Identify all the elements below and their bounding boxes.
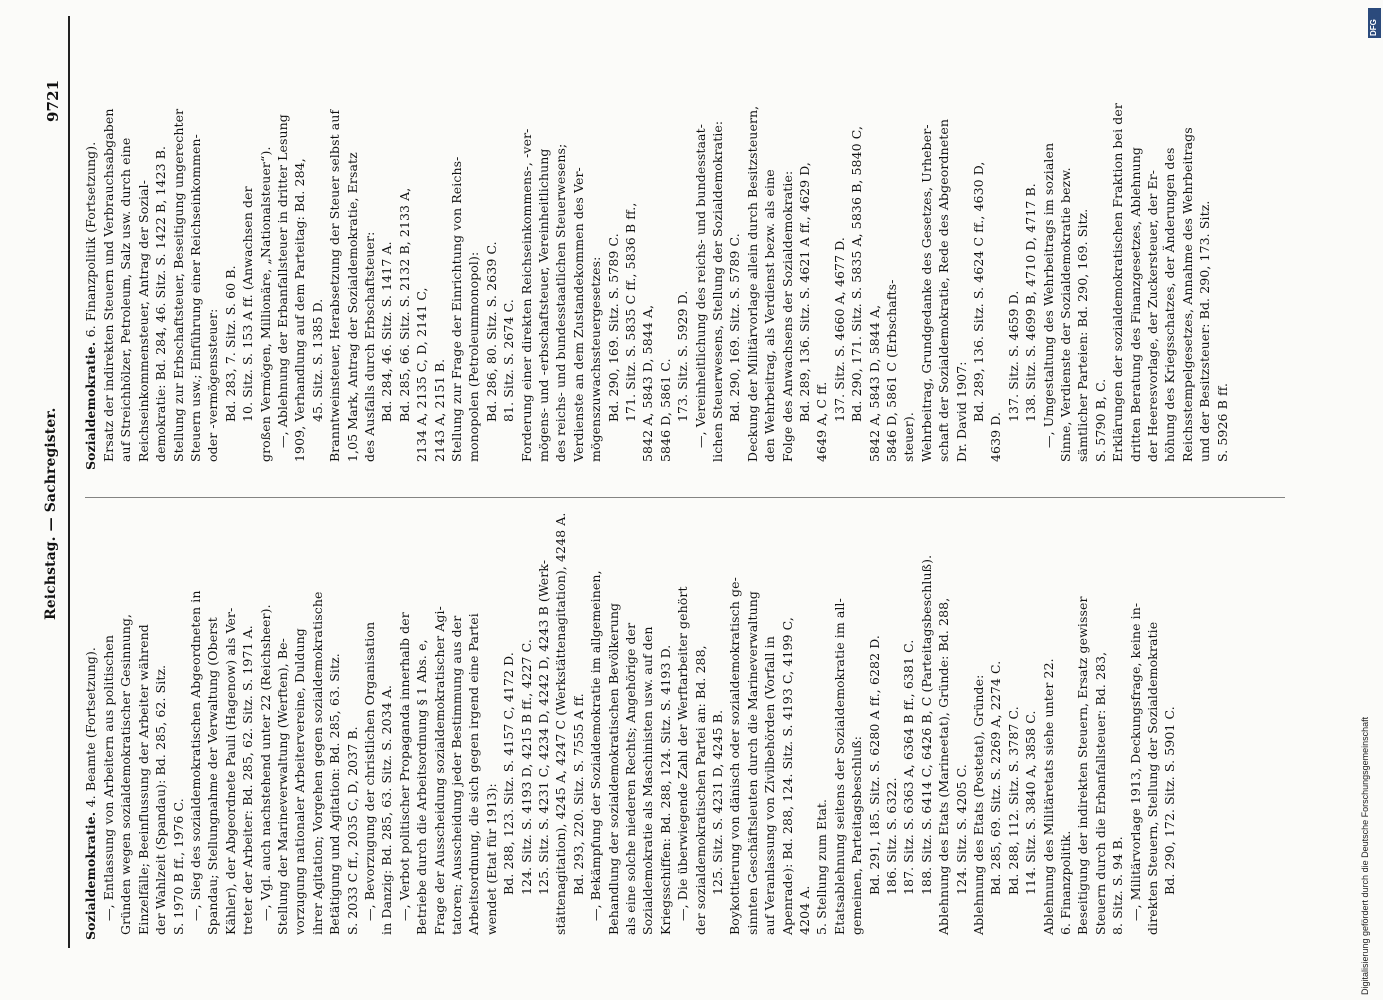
right-column-line: großen Vermögen, Millionäre, „Nationalsteuer“). xyxy=(257,146,273,462)
left-column-line: —, Die überwiegende Zahl der Werftarbeiter gehört xyxy=(675,586,691,921)
right-column-line: 5842 A, 5843 D, 5844 A, xyxy=(866,304,882,462)
right-column-line: 137. Sitz. S. 4660 A, 4677 D. xyxy=(831,237,847,422)
right-column-line: mögens- und -erbschaftsteuer, Vereinheitlichung xyxy=(536,148,551,462)
right-column-line: 138. Sitz. S. 4699 B, 4710 D, 4717 B. xyxy=(1023,183,1039,422)
right-column-line: steuer). xyxy=(901,412,917,462)
right-column-line: 5846 D, 5861 C (Erbschafts- xyxy=(884,279,899,462)
left-column-line: sinnten Geschäftsleuten durch die Marineverwaltung xyxy=(744,590,760,935)
header-rule xyxy=(68,16,70,948)
left-column-line: Bd. 288, 123. Sitz. S. 4157 C, 4172 D. xyxy=(501,652,517,895)
left-column-line: als eine solche niederen Rechts; Angehörige der xyxy=(623,622,638,935)
right-column-line: Bd. 284, 46. Sitz. S. 1417 A. xyxy=(379,241,395,422)
left-column-line: treter der Arbeiter: Bd. 285, 62. Sitz. S. 1971 A. xyxy=(240,625,256,935)
right-column-line: des Ausfalls durch Erbschaftsteuer: xyxy=(362,231,377,462)
right-column-line: Ersatz der indirekten Steuern und Verbrauchsabgaben xyxy=(101,108,116,462)
right-column-line: 81. Sitz. S. 2674 C. xyxy=(501,299,517,422)
left-column-line: Frage der Ausscheidung sozialdemokratischer Agi- xyxy=(431,606,447,935)
left-column-line: der Wahlzeit (Spandau): Bd. 285, 62. Sitz. xyxy=(153,664,169,935)
left-column-line: Etatsablehnung seitens der Sozialdemokratie im all- xyxy=(831,598,847,935)
right-column-line: 4649 A, C ff. xyxy=(814,381,830,462)
left-column-line: 186. Sitz. S. 6322. xyxy=(884,777,899,895)
right-column-line: monopolen (Petroleummonopol): xyxy=(466,251,482,462)
digitization-note: Digitalisierung gefördert durch die Deutsche Forschungsgemeinschaft xyxy=(1360,716,1370,995)
right-column-line: dritten Beratung des Finanzgesetzes, Ablehnung xyxy=(1127,147,1143,462)
left-column-line: Boykottierung von dänisch oder sozialdemokratisch ge- xyxy=(727,577,743,935)
left-column-line: Ablehnung des Etats (Marineetat), Gründe: Bd. 288, xyxy=(936,597,952,935)
dfg-logo: DFG xyxy=(1368,8,1381,38)
right-column-line: S. 5926 B ff. xyxy=(1214,382,1230,462)
left-column-line: Sozialdemokratie als Maschinisten usw. auf den xyxy=(640,626,656,935)
left-column-line: Bd. 285, 69. Sitz. S. 2269 A, 2274 C. xyxy=(988,660,1004,895)
column-divider xyxy=(85,497,1285,498)
left-column-line: auf Veranlassung von Zivilbehörden (Vorfall in xyxy=(762,636,778,935)
right-column-line: Sinne, Verdienste der Sozialdemokratie bezw. xyxy=(1058,167,1073,462)
right-column-line: 171. Sitz. S. 5835 C ff., 5836 B ff., xyxy=(623,202,638,422)
right-column-line: Erklärungen der sozialdemokratischen Fraktion bei der xyxy=(1110,103,1126,462)
left-column-line: —, Bevorzugung der christlichen Organisation xyxy=(362,621,377,921)
left-column-line: in Danzig: Bd. 285, 63. Sitz. S. 2034 A. xyxy=(379,684,395,935)
right-column-line: S. 5790 B, C. xyxy=(1092,378,1108,462)
left-column-line: direkten Steuern, Stellung der Sozialdemokratie xyxy=(1145,621,1160,935)
right-column-line: Wehrbeitrag, Grundgedanke des Gesetzes, Urheber- xyxy=(918,124,934,462)
left-column-line: 5. Stellung zum Etat. xyxy=(814,798,830,935)
right-column-head: Sozialdemokratie. 6. Finanzpolitik (Fortsetzung). xyxy=(83,141,98,470)
left-column-line: 4204 A. xyxy=(797,885,812,935)
right-column-line: 2134 A, 2135 C, D, 2141 C, xyxy=(414,287,430,462)
right-column-line: Reichsstempelgesetzes, Annahme des Wehrbeitrags xyxy=(1179,127,1195,462)
left-column-line: S. 2033 C ff., 2035 C, D, 2037 B. xyxy=(344,726,360,935)
right-column-line: Verdienste an dem Zustandekommen des Ver- xyxy=(570,167,586,462)
left-column-line: ihrer Agitation; Vorgehen gegen sozialdemokratische xyxy=(309,591,325,935)
left-column-line: tatoren; Ausscheidung jeder Bestimmung aus der xyxy=(449,615,464,935)
left-column-line: Spandau; Stellungnahme der Verwaltung (Oberst xyxy=(205,617,221,935)
right-column-line: —, Ablehnung der Erbanfallsteuer in dritter Lesung xyxy=(275,114,290,448)
left-column-line: —, Sieg des sozialdemokratischen Abgeordneten in xyxy=(188,590,203,921)
right-column-line: mögenszuwachssteuergesetzes: xyxy=(588,256,604,462)
right-column-line: Bd. 285, 66. Sitz. S. 2132 B, 2133 A, xyxy=(396,187,412,422)
page-number: 9721 xyxy=(44,79,62,122)
right-column-line: Reichseinkommensteuer, Antrag der Sozial- xyxy=(135,179,151,462)
left-column-line: 188. Sitz. S. 6414 C, 6426 B, C (Parteitagsbeschluß). xyxy=(918,554,934,895)
right-column-line: schaft der Sozialdemokratie, Rede des Abgeordneten xyxy=(936,119,952,462)
left-column-line: stättenagitation), 4245 A, 4247 C (Werkstättenagitation), 4248 A. xyxy=(553,512,569,935)
left-column-line: —, Entlassung von Arbeitern aus politischen xyxy=(101,634,116,921)
right-column-line: Deckung der Militärvorlage allein durch Besitzsteuern, xyxy=(744,105,760,462)
left-column-line: —, Militärvorlage 1913, Deckungsfrage, keine in- xyxy=(1127,602,1143,921)
left-column-line: der sozialdemokratischen Partei an: Bd. 288, xyxy=(692,645,708,935)
right-column-line: den Wehrbeitrag, als Verdienst bezw. als eine xyxy=(762,169,778,462)
right-column-line: sämtlicher Parteien: Bd. 290, 169. Sitz. xyxy=(1075,208,1091,462)
right-column-line: —, Vereinheitlichung des reichs- und bundesstaat- xyxy=(692,123,708,448)
left-column-line: Ablehnung des Militäretats siehe unter 22. xyxy=(1040,658,1056,935)
right-column-line: Bd. 290, 169. Sitz. S. 5789 C. xyxy=(605,233,621,422)
right-column-line: 4639 D. xyxy=(988,411,1004,462)
left-column-line: vorzugung nationaler Arbeitervereine, Duldung xyxy=(292,628,308,935)
right-column-line: der Heeresvorlage, der Zuckersteuer, der Er- xyxy=(1145,169,1160,462)
right-column-line: des reichs- und bundesstaatlichen Steuerwesens; xyxy=(553,143,569,462)
right-column-line: Folge des Anwachsens der Sozialdemokratie: xyxy=(779,170,795,462)
right-column-line: demokratie: Bd. 284, 46. Sitz. S. 1422 B, 1423 B. xyxy=(153,145,169,462)
left-column-line: Betätigung und Agitation: Bd. 285, 63. Sitz. xyxy=(327,653,343,935)
right-column-line: Bd. 283, 7. Sitz. S. 60 B. xyxy=(222,265,238,422)
right-column-line: 5846 D, 5861 C. xyxy=(657,358,673,462)
right-column-line: 45. Sitz. S. 1385 D. xyxy=(309,298,325,422)
left-column-head: Sozialdemokratie. 4. Beamte (Fortsetzung). xyxy=(83,646,98,940)
right-column-line: höhung des Kriegsschatzes, der Änderungen des xyxy=(1162,147,1178,462)
left-column-line: wendet (Etat für 1913): xyxy=(483,783,499,935)
right-column-line: 5842 A, 5843 D, 5844 A, xyxy=(640,304,656,462)
right-column-line: Stellung zur Frage der Einrichtung von Reichs- xyxy=(449,156,464,462)
left-column-line: 124. Sitz. S. 4193 D, 4215 B ff., 4227 C. xyxy=(518,639,534,895)
right-column-line: Bd. 290, 171. Sitz. S. 5835 A, 5836 B, 5840 C, xyxy=(849,125,865,422)
left-column-line: Behandlung der sozialdemokratischen Bevölkerung xyxy=(605,602,621,935)
right-column-line: oder -vermögenssteuer: xyxy=(205,308,221,462)
left-column-line: Bd. 293, 220. Sitz. S. 7555 A ff. xyxy=(570,693,586,895)
left-column-line: Gründen wegen sozialdemokratischer Gesinnung, xyxy=(118,613,134,935)
left-column-line: 125. Sitz. S. 4231 D, 4245 B. xyxy=(710,709,725,895)
right-column-line: 173. Sitz. S. 5929 D. xyxy=(675,290,691,422)
left-column-line: Ablehnung des Etats (Postetat), Gründe: xyxy=(971,674,986,935)
left-column-line: 6. Finanzpolitik. xyxy=(1058,830,1073,935)
left-column-line: Beseitigung der indirekten Steuern, Ersatz gewisser xyxy=(1075,596,1091,935)
left-column-line: 8. Sitz. S. 94 B. xyxy=(1110,836,1126,935)
left-column-line: 187. Sitz. S. 6363 A, 6364 B ff., 6381 C. xyxy=(901,639,917,895)
left-column-line: Stellung der Marineverwaltung (Werften), Be- xyxy=(275,638,290,935)
left-column-line: Steuern durch die Erbanfallsteuer: Bd. 283, xyxy=(1092,651,1108,935)
left-column-line: Kriegsschiffen: Bd. 288, 124. Sitz. S. 4193 D. xyxy=(657,644,673,935)
right-column-line: 1,05 Mark, Antrag der Sozialdemokratie, Ersatz xyxy=(344,152,360,462)
right-column-line: 137. Sitz. S. 4659 D. xyxy=(1005,290,1021,422)
right-column-line: und der Besitzsteuer: Bd. 290, 173. Sitz. xyxy=(1197,200,1213,462)
left-column-line: Bd. 290, 172. Sitz. S. 5901 C. xyxy=(1162,706,1178,895)
left-column-line: Kähler), der Abgeordnete Pauli (Hagenow) als Ver- xyxy=(222,607,238,935)
left-column-line: Einzelfälle; Beeinflussung der Arbeiter während xyxy=(135,624,151,935)
left-column-line: Arbeitsordnung, die sich gegen irgend eine Partei xyxy=(466,613,482,935)
left-column-line: S. 1970 B ff., 1976 C. xyxy=(170,798,186,935)
right-column-line: Bd. 289, 136. Sitz. S. 4624 C ff., 4630 D, xyxy=(971,161,986,422)
right-column-line: 10. Sitz. S. 153 A ff. (Anwachsen der xyxy=(240,186,256,422)
page-title: Reichstag. — Sachregister. xyxy=(43,407,59,620)
right-column-line: —, Umgestaltung des Wehrbeitrags im sozialen xyxy=(1040,142,1056,448)
right-column-line: Dr. David 1907: xyxy=(953,361,969,462)
right-column-line: Branntweinsteuer, Herabsetzung der Steuer selbst auf xyxy=(327,109,343,462)
right-column-line: auf Streichhölzer, Petroleum, Salz usw. durch eine xyxy=(118,137,134,462)
left-column-line: 124. Sitz. S. 4205 C. xyxy=(953,764,969,895)
left-column-line: —, Bekämpfung der Sozialdemokratie im allgemeinen, xyxy=(588,570,604,921)
right-column-line: 1909, Verhandlung auf dem Parteitag: Bd. 284, xyxy=(292,158,308,462)
left-column-line: Bd. 288, 112. Sitz. S. 3787 C. xyxy=(1005,706,1021,895)
right-column-line: lichen Steuerwesens, Stellung der Sozialdemokratie: xyxy=(710,120,725,462)
right-column-line: Stellung zur Erbschaftsteuer, Beseitigung ungerechter xyxy=(170,108,186,462)
right-column-line: Steuern usw.; Einführung einer Reichseinkommen- xyxy=(188,134,203,462)
left-column-line: gemeinen, Parteitagsbeschluß: xyxy=(849,735,865,935)
left-column-line: —, Vgl. auch nachstehend unter 22 (Reichsheer). xyxy=(257,604,273,921)
right-column-line: 2143 A, 2151 B. xyxy=(431,358,447,462)
right-column-line: Bd. 289, 136. Sitz. S. 4621 A ff., 4629 D, xyxy=(797,162,812,422)
left-column-line: Bd. 291, 185. Sitz. S. 6280 A ff., 6282 D. xyxy=(866,635,882,895)
left-column-line: Apenrade): Bd. 288, 124. Sitz. S. 4193 C, 4199 C, xyxy=(779,617,795,935)
right-column-line: Bd. 290, 169. Sitz. S. 5789 C. xyxy=(727,233,743,422)
right-column-line: Bd. 286, 80. Sitz. S. 2639 C. xyxy=(483,241,499,422)
left-column-line: —, Verbot politischer Propaganda innerhalb der xyxy=(396,612,412,921)
right-column-line: Forderung einer direkten Reichseinkommens-, -ver- xyxy=(518,128,534,462)
left-column-line: 125. Sitz. S. 4231 C, 4234 D, 4242 D, 4243 B (Werk- xyxy=(536,559,551,895)
left-column-line: 114. Sitz. S. 3840 A, 3858 C. xyxy=(1023,710,1039,895)
left-column-line: Betriebe durch die Arbeitsordnung § 1 Abs. e, xyxy=(414,639,430,935)
